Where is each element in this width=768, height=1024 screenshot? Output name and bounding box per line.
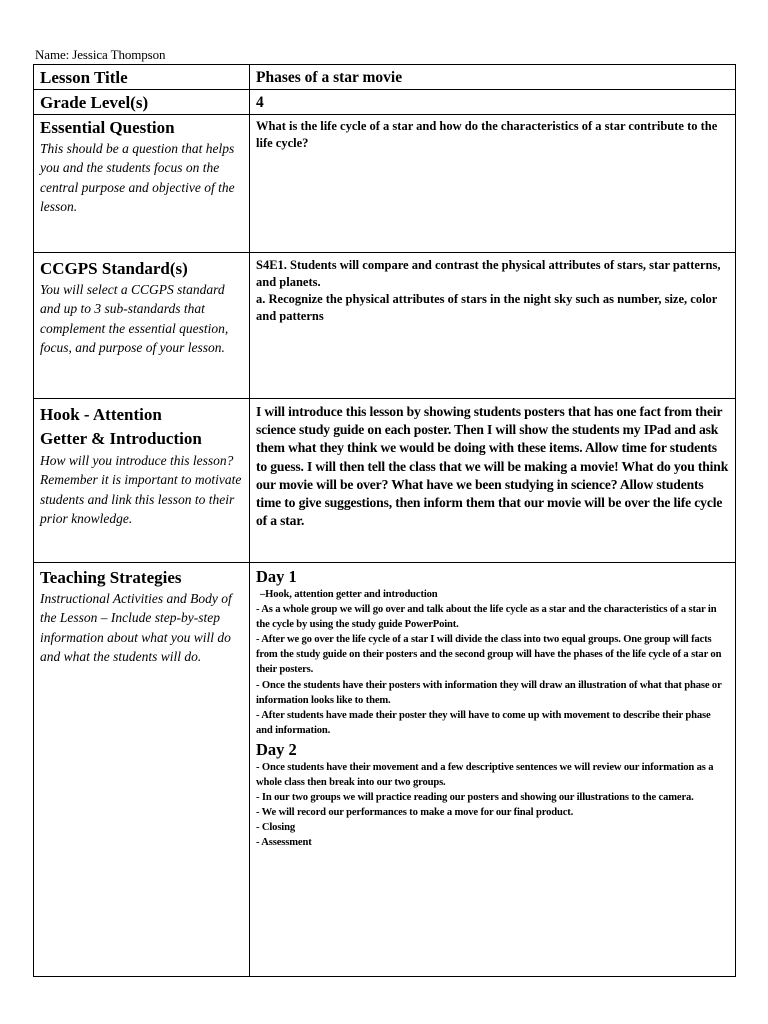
teaching-help: Instructional Activities and Body of the Lesson – Include step-by-step information about what you will do and what the students will do. [40, 591, 232, 664]
day2-step: - Once students have their movement and a few descriptive sentences we will review our information as a whole class then break into our two groups. [256, 761, 714, 789]
day2-step: - Assessment [256, 837, 312, 849]
grade-level-value: 4 [256, 94, 264, 111]
day2-step: - We will record our performances to make a move for our final product. [256, 807, 574, 819]
row-lesson-title [34, 65, 736, 90]
day2-heading: Day 2 [256, 739, 297, 759]
essential-question-label: Essential Question [40, 118, 175, 137]
essential-question-help: This should be a question that helps you and the students focus on the central purpose and objective of the lesson. [40, 141, 235, 214]
day1-step: - Once the students have their posters with information they will draw an illustration of what that phase or information looks like to them. [256, 679, 722, 706]
row-grade-level [34, 90, 736, 115]
day1-heading: Day 1 [256, 567, 297, 586]
lesson-plan-table [33, 64, 736, 977]
day1-steps [256, 587, 729, 738]
standards-help: You will select a CCGPS standard and up to 3 sub-standards that complement the essential question, focus, and purpose of your lesson. [40, 282, 229, 355]
day1-step: –Hook, attention getter and introduction [260, 589, 438, 600]
day2-step: - Closing [256, 822, 295, 834]
day1-step: - After students have made their poster they will have to come up with movement to describe their phase and information. [256, 709, 711, 736]
row-hook [34, 399, 736, 563]
hook-help: How will you introduce this lesson? Remember it is important to motivate students and link this lesson to their prior knowledge. [40, 453, 242, 526]
name-line: Name: Jessica Thompson [35, 47, 166, 62]
day2-steps [256, 760, 729, 851]
lesson-title-value: Phases of a star movie [256, 69, 403, 86]
row-teaching-strategies [34, 563, 736, 977]
teaching-label: Teaching Strategies [40, 568, 182, 587]
standards-value-2: a. Recognize the physical attributes of stars in the night sky such as number, size, color and patterns [256, 292, 718, 323]
lesson-title-label: Lesson Title [40, 68, 128, 87]
grade-level-label: Grade Level(s) [40, 93, 149, 112]
day2-step: - In our two groups we will practice reading our posters and showing our illustrations to the camera. [256, 792, 694, 804]
hook-value: I will introduce this lesson by showing students posters that has one fact from their science study guide on each poster. Then I will show the students my IPad and ask them what they think we would be doing with these items. Allow time for students to guess. I will then tell the class that we will be making a movie! What do you think our movie will be over? What have we been studying in science? Allow students time to give suggestions, then inform them that our movie will be over the life cycle of a star. [256, 404, 729, 529]
hook-label-1: Hook - Attention [40, 405, 162, 424]
standards-value-1: S4E1. Students will compare and contrast the physical attributes of stars, star patterns, and planets. [256, 258, 721, 289]
day1-step: - As a whole group we will go over and talk about the life cycle as a star and the characteristics of a star in the cycle by using the study guide PowerPoint. [256, 604, 717, 631]
row-essential-question [34, 115, 736, 253]
row-standards [34, 253, 736, 399]
standards-label: CCGPS Standard(s) [40, 259, 188, 278]
day1-step: - After we go over the life cycle of a star I will divide the class into two equal groups. One group will facts from the study guide on their posters and the second group will have the phases of the life cycle of a star on their posters. [256, 634, 722, 676]
teaching-content [250, 563, 735, 851]
essential-question-value: What is the life cycle of a star and how do the characteristics of a star contribute to the life cycle? [256, 119, 718, 150]
hook-label-2: Getter & Introduction [40, 429, 202, 448]
